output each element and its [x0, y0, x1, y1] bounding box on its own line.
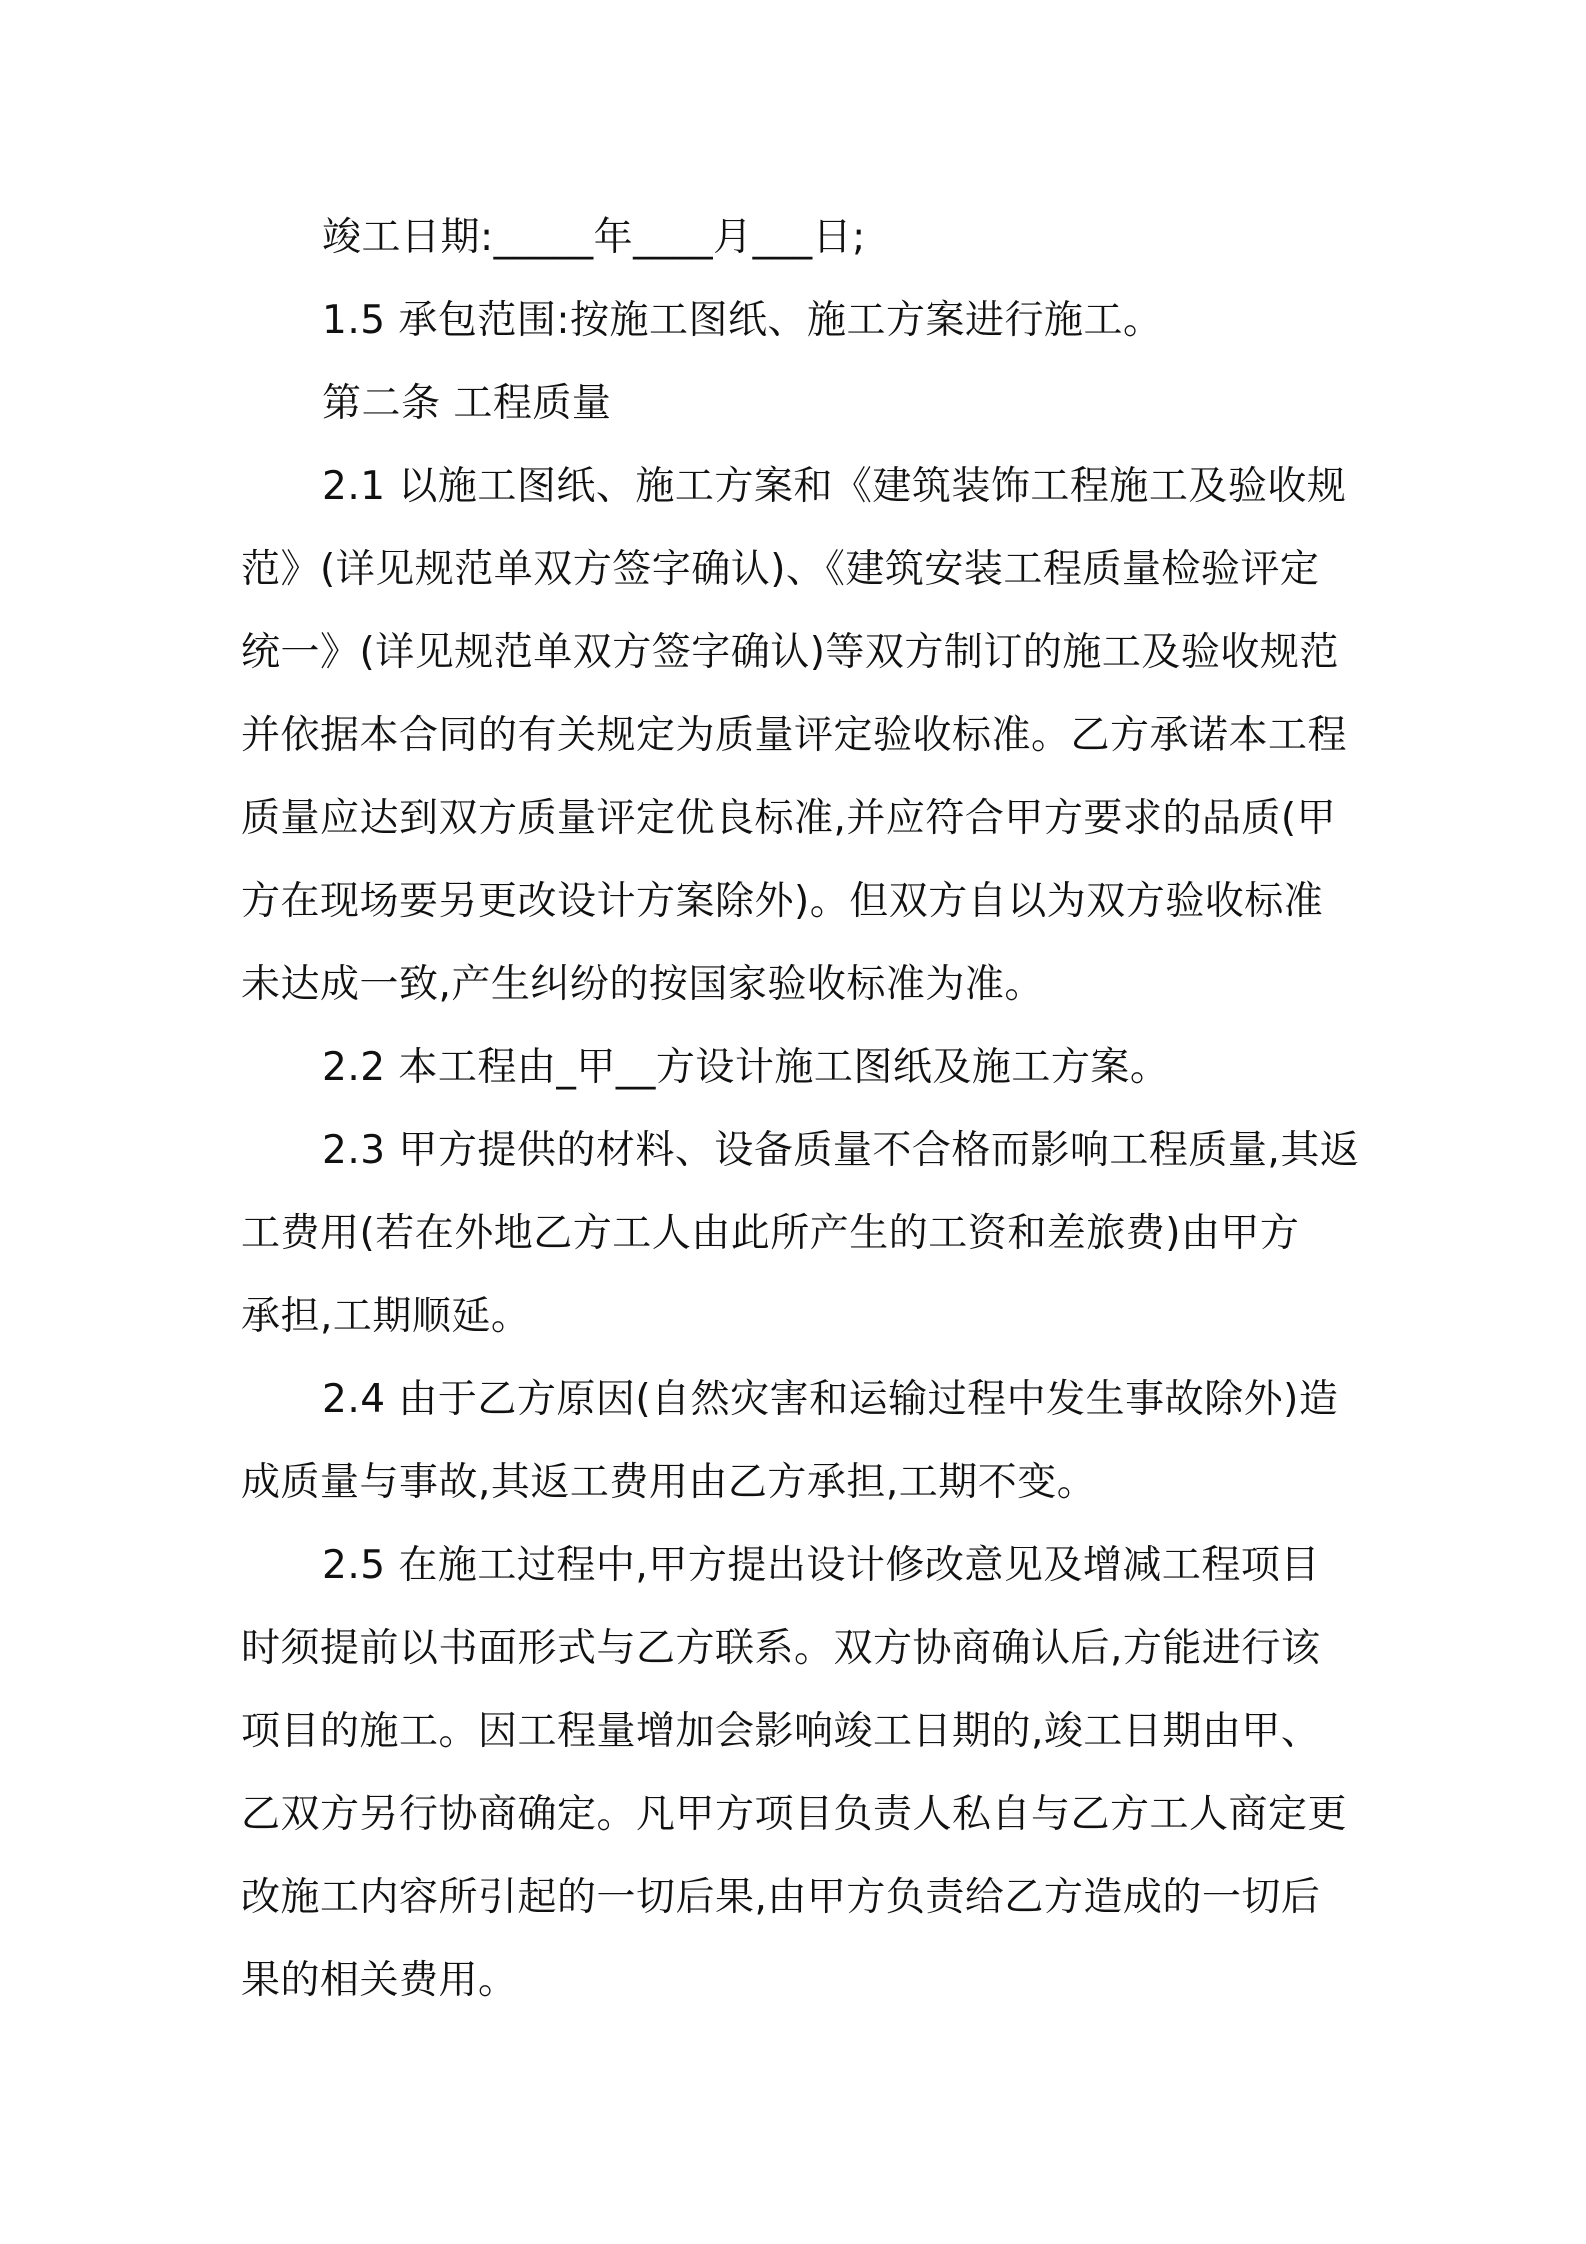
clause-1-5-line: 1.5 承包范围:按施工图纸、施工方案进行施工。: [322, 298, 1163, 343]
clause-2-1-line-5: 质量应达到双方质量评定优良标准,并应符合甲方要求的品质(甲: [241, 796, 1337, 841]
clause-2-5-line-1: 2.5 在施工过程中,甲方提出设计修改意见及增减工程项目: [322, 1543, 1320, 1588]
completion-date-line: 竣工日期:_____年____月___日;: [322, 215, 866, 260]
clause-2-5-line-5: 改施工内容所引起的一切后果,由甲方负责给乙方造成的一切后: [241, 1875, 1321, 1920]
clause-2-4-line-1: 2.4 由于乙方原因(自然灾害和运输过程中发生事故除外)造: [322, 1377, 1339, 1422]
clause-2-1-line-7: 未达成一致,产生纠纷的按国家验收标准为准。: [241, 962, 1044, 1007]
clause-2-4-line-2: 成质量与事故,其返工费用由乙方承担,工期不变。: [241, 1460, 1097, 1505]
clause-2-5-line-4: 乙双方另行协商确定。凡甲方项目负责人私自与乙方工人商定更: [241, 1792, 1348, 1837]
clause-2-5-line-2: 时须提前以书面形式与乙方联系。双方协商确认后,方能进行该: [241, 1626, 1321, 1671]
clause-2-1-line-6: 方在现场要另更改设计方案除外)。但双方自以为双方验收标准: [241, 879, 1324, 924]
clause-2-3-line-2: 工费用(若在外地乙方工人由此所产生的工资和差旅费)由甲方: [241, 1211, 1300, 1256]
clause-2-1-line-1: 2.1 以施工图纸、施工方案和《建筑装饰工程施工及验收规: [322, 464, 1347, 509]
clause-2-1-line-3: 统一》(详见规范单双方签字确认)等双方制订的施工及验收规范: [241, 630, 1339, 675]
clause-2-5-line-3: 项目的施工。因工程量增加会影响竣工日期的,竣工日期由甲、: [241, 1709, 1321, 1754]
article-2-heading: 第二条 工程质量: [322, 381, 612, 426]
clause-2-3-line-3: 承担,工期顺延。: [241, 1294, 531, 1339]
document-body: [241, 196, 1360, 2022]
clause-2-1-line-4: 并依据本合同的有关规定为质量评定验收标准。乙方承诺本工程: [241, 713, 1348, 758]
clause-2-1-line-2: 范》(详见规范单双方签字确认)、《建筑安装工程质量检验评定: [241, 547, 1320, 592]
clause-2-2-line: 2.2 本工程由_甲__方设计施工图纸及施工方案。: [322, 1045, 1170, 1090]
clause-2-5-line-6: 果的相关费用。: [241, 1958, 518, 2003]
clause-2-3-line-1: 2.3 甲方提供的材料、设备质量不合格而影响工程质量,其返: [322, 1128, 1360, 1173]
